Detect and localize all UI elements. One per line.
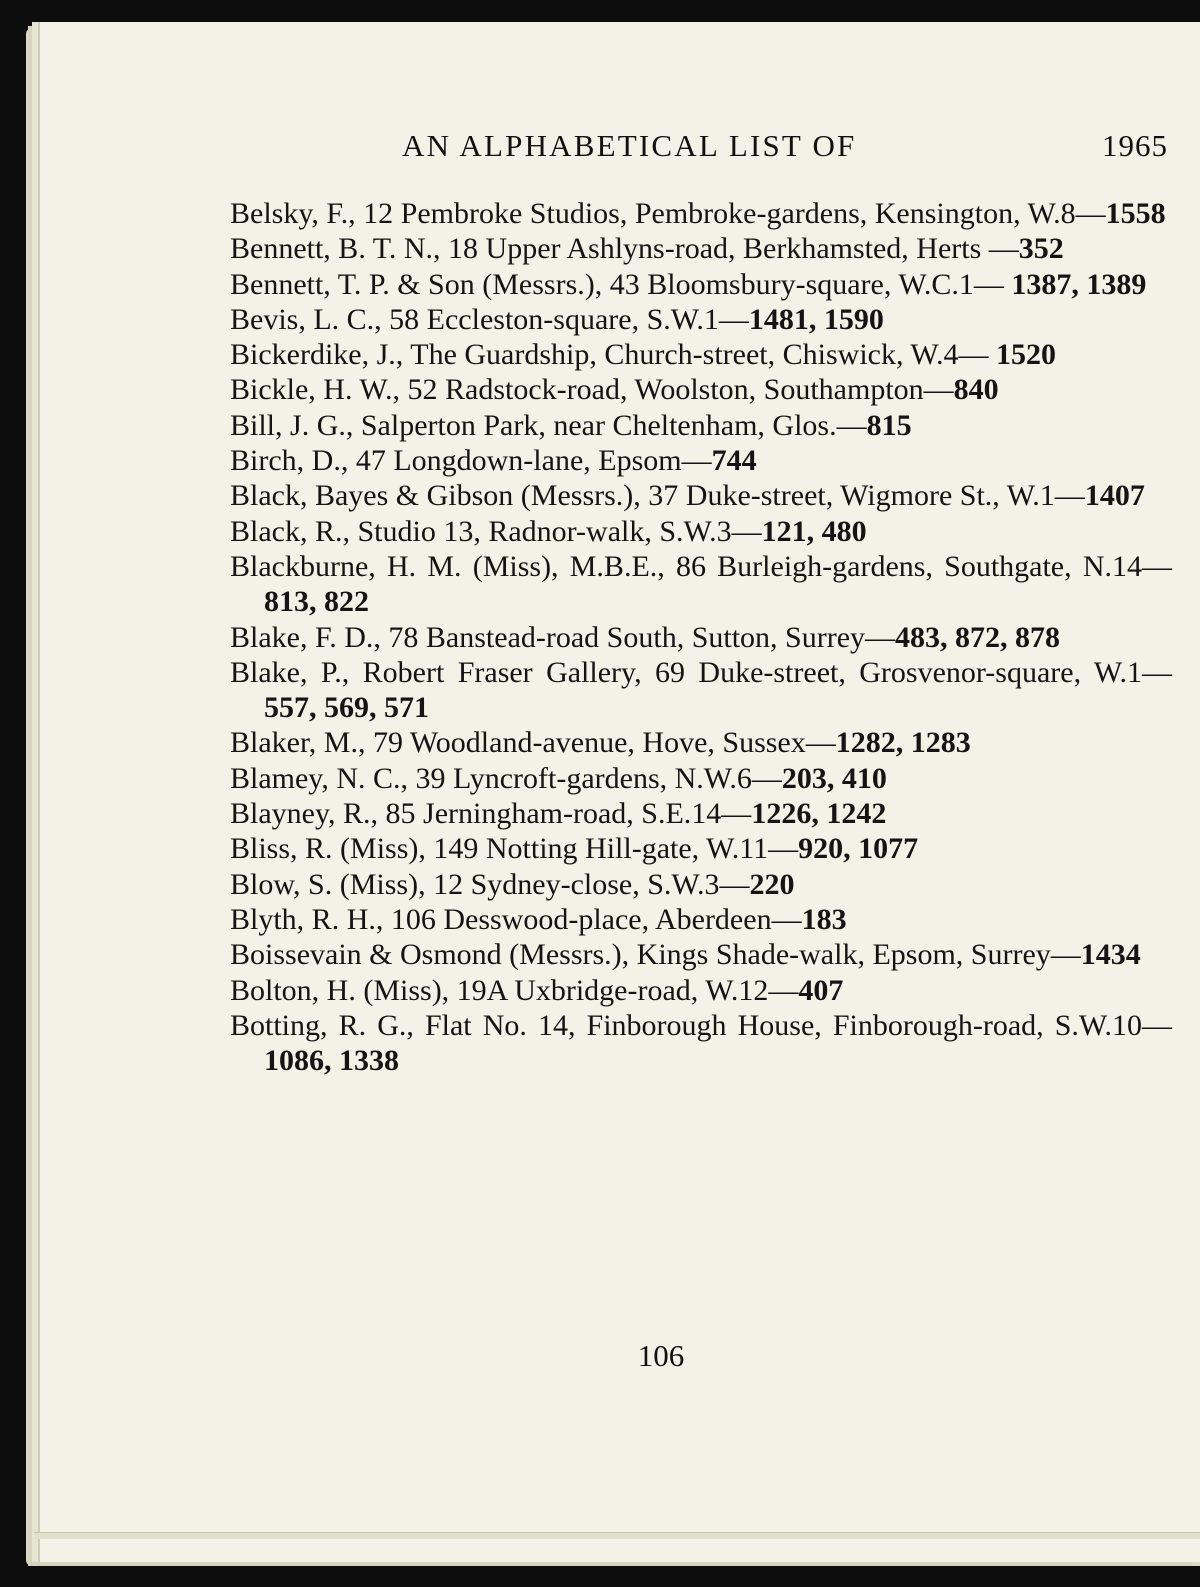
entry-text: Bennett, T. P. & Son (Messrs.), 43 Bloomsbury-square, W.C.1— bbox=[230, 267, 1012, 301]
list-entry bbox=[230, 973, 1172, 1008]
entry-refs: 220 bbox=[749, 867, 795, 901]
entry-text: Belsky, F., 12 Pembroke Studios, Pembroke-gardens, Kensington, W.8— bbox=[230, 197, 1106, 230]
entry-text: Boissevain & Osmond (Messrs.), Kings Shade-walk, Epsom, Surrey— bbox=[230, 938, 1081, 972]
list-entry bbox=[230, 831, 1172, 866]
list-entry bbox=[230, 337, 1172, 372]
list-entry bbox=[230, 725, 1172, 760]
list-entry bbox=[230, 408, 1172, 443]
list-entry bbox=[230, 902, 1172, 937]
entry-text: Bolton, H. (Miss), 19A Uxbridge-road, W.12— bbox=[230, 973, 799, 1007]
entry-text: Blackburne, H. M. (Miss), M.B.E., 86 Burleigh-gardens, Southgate, N.14— bbox=[230, 549, 1172, 583]
running-header bbox=[40, 128, 1200, 178]
entry-refs: 407 bbox=[798, 973, 844, 1007]
entry-text: Blake, P., Robert Fraser Gallery, 69 Duke-street, Grosvenor-square, W.1— bbox=[230, 655, 1172, 689]
entry-text: Blyth, R. H., 106 Desswood-place, Aberdeen— bbox=[230, 902, 802, 936]
entry-refs: 183 bbox=[801, 902, 847, 936]
entry-text: Blaker, M., 79 Woodland-avenue, Hove, Sussex— bbox=[230, 726, 836, 760]
entry-refs: 203, 410 bbox=[781, 761, 887, 795]
entry-refs: 1558 bbox=[1105, 197, 1166, 230]
entry-refs: 840 bbox=[953, 373, 999, 407]
list-entry bbox=[230, 267, 1172, 302]
entry-text: Bennett, B. T. N., 18 Upper Ashlyns-road, Berkhamsted, Herts — bbox=[230, 232, 1019, 266]
list-entry bbox=[230, 196, 1172, 231]
page-bottom-edge bbox=[34, 1532, 1200, 1539]
entry-text: Bliss, R. (Miss), 149 Notting Hill-gate, W.11— bbox=[230, 832, 799, 866]
list-entry bbox=[230, 796, 1172, 831]
entry-refs: 920, 1077 bbox=[798, 832, 919, 866]
entry-text: Blayney, R., 85 Jerningham-road, S.E.14— bbox=[230, 797, 752, 831]
list-entry bbox=[230, 761, 1172, 796]
list-entry bbox=[230, 937, 1172, 972]
entry-refs: 1282, 1283 bbox=[835, 726, 971, 760]
entry-refs: 744 bbox=[711, 444, 757, 478]
entry-text: Black, R., Studio 13, Radnor-walk, S.W.3— bbox=[230, 514, 762, 548]
list-entry bbox=[230, 867, 1172, 902]
entry-refs: 483, 872, 878 bbox=[895, 620, 1061, 654]
list-entry bbox=[230, 620, 1172, 655]
list-entry bbox=[230, 549, 1172, 620]
page-number: 106 bbox=[637, 1338, 685, 1373]
entry-refs: 352 bbox=[1018, 232, 1064, 266]
entry-text: Birch, D., 47 Longdown-lane, Epsom— bbox=[230, 444, 712, 478]
list-entry bbox=[230, 1008, 1172, 1079]
entry-refs: 1086, 1338 bbox=[264, 1044, 399, 1078]
entry-text: Bickle, H. W., 52 Radstock-road, Woolston, Southampton— bbox=[230, 373, 954, 407]
entry-refs: 813, 822 bbox=[264, 585, 369, 619]
entry-text: Bickerdike, J., The Guardship, Church-street, Chiswick, W.4— bbox=[230, 338, 996, 372]
entry-list bbox=[230, 196, 1172, 1078]
list-entry bbox=[230, 443, 1172, 478]
entry-text: Blake, F. D., 78 Banstead-road South, Sutton, Surrey— bbox=[230, 620, 896, 654]
entry-text: Botting, R. G., Flat No. 14, Finborough House, Finborough-road, S.W.10— bbox=[230, 1008, 1172, 1042]
entry-refs: 1434 bbox=[1080, 938, 1141, 972]
list-entry bbox=[230, 514, 1172, 549]
book-page bbox=[38, 22, 1200, 1562]
entry-refs: 1481, 1590 bbox=[748, 302, 884, 336]
header-year: 1965 bbox=[1102, 128, 1168, 163]
entry-text: Blamey, N. C., 39 Lyncroft-gardens, N.W.6— bbox=[230, 761, 782, 795]
entry-refs: 1226, 1242 bbox=[751, 797, 887, 831]
header-title: AN ALPHABETICAL LIST OF bbox=[402, 128, 857, 163]
entry-refs: 121, 480 bbox=[761, 514, 867, 548]
entry-text: Blow, S. (Miss), 12 Sydney-close, S.W.3— bbox=[230, 867, 750, 901]
list-entry bbox=[230, 231, 1172, 266]
entry-refs: 1407 bbox=[1084, 479, 1145, 513]
list-entry bbox=[230, 302, 1172, 337]
entry-refs: 1387, 1389 bbox=[1011, 267, 1147, 301]
list-entry bbox=[230, 478, 1172, 513]
entry-text: Black, Bayes & Gibson (Messrs.), 37 Duke-street, Wigmore St., W.1— bbox=[230, 479, 1085, 513]
entry-refs: 557, 569, 571 bbox=[264, 691, 429, 725]
list-entry bbox=[230, 655, 1172, 726]
entry-text: Bevis, L. C., 58 Eccleston-square, S.W.1— bbox=[230, 302, 749, 336]
entry-refs: 1520 bbox=[996, 338, 1056, 372]
entry-refs: 815 bbox=[866, 408, 912, 442]
list-entry bbox=[230, 372, 1172, 407]
entry-text: Bill, J. G., Salperton Park, near Cheltenham, Glos.— bbox=[230, 408, 867, 442]
